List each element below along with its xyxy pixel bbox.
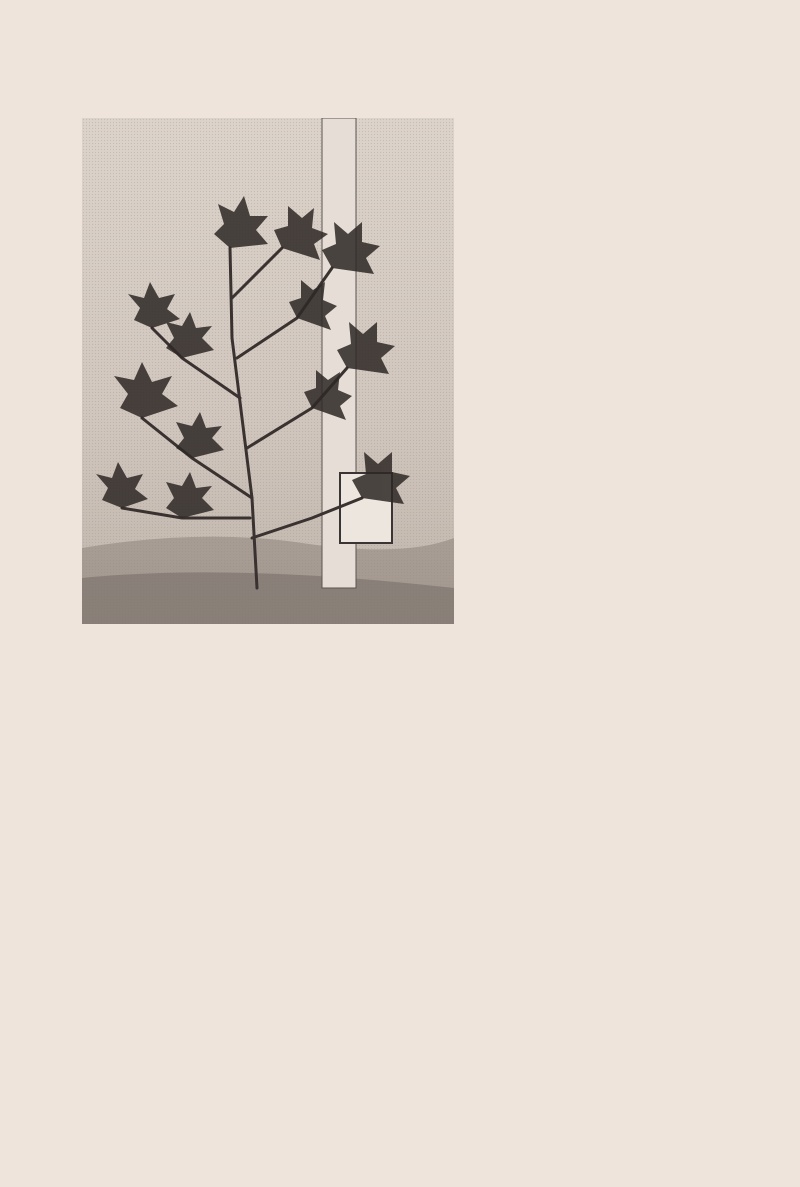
cotton-plant-image — [82, 118, 454, 624]
plant-photo — [82, 118, 454, 624]
